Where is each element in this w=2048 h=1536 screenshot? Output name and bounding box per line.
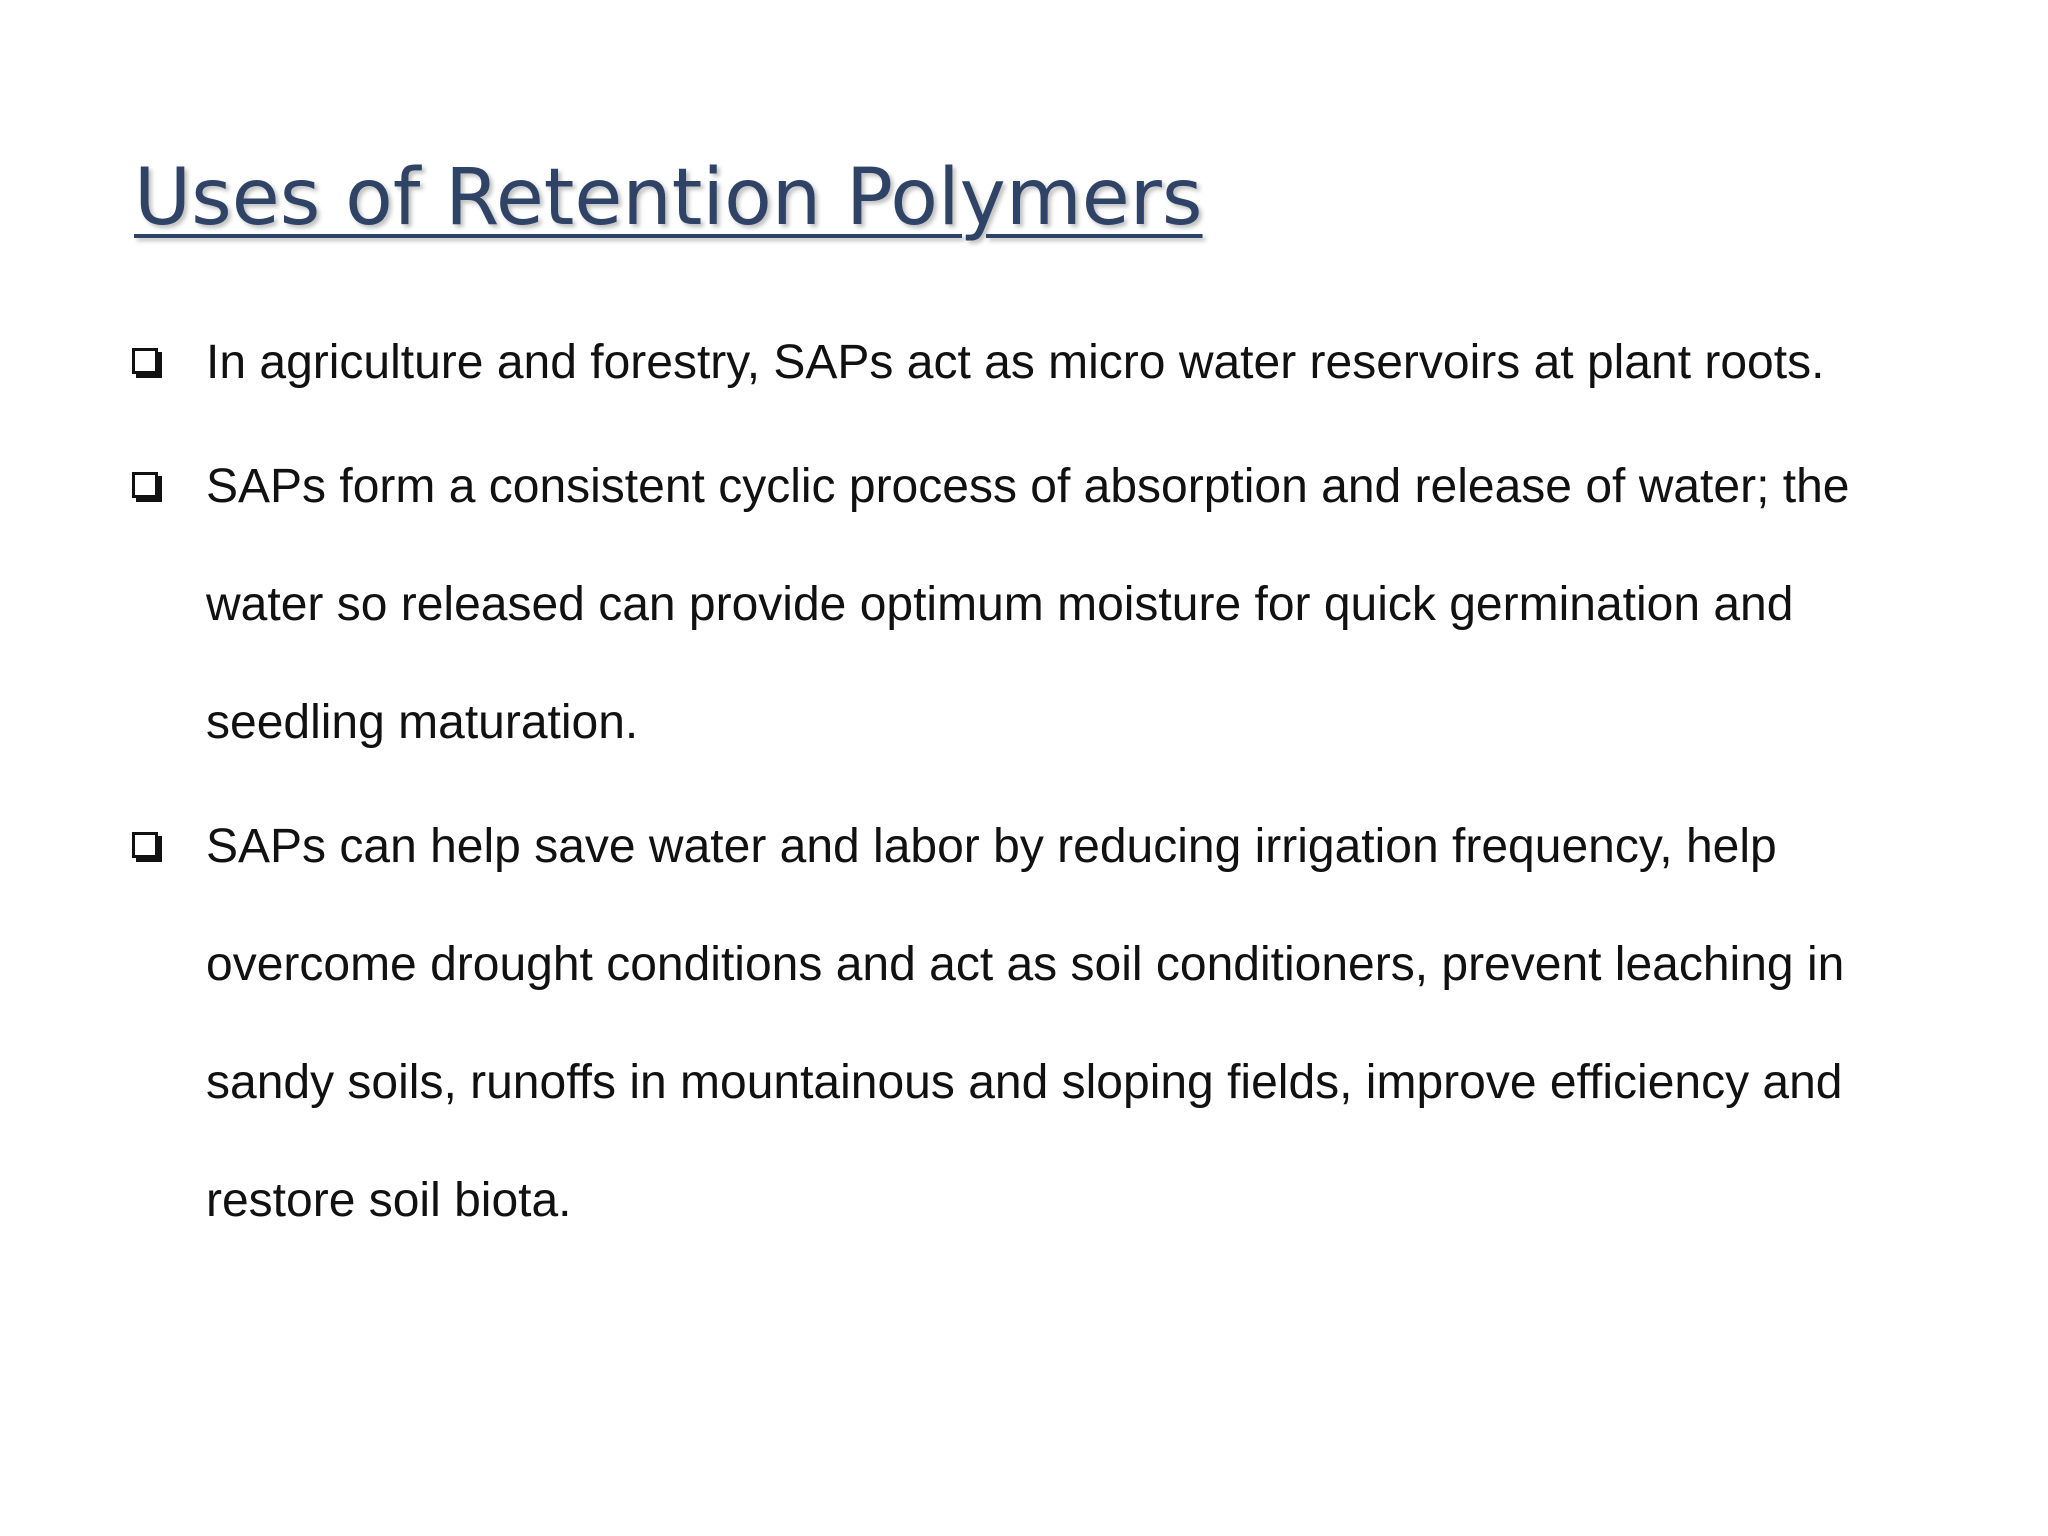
bullet-text: SAPs can help save water and labor by reducing irrigation frequency, help overcome drought conditions and act as soil conditioners, prevent leaching in sandy soils, runoffs in mountainous and sloping fields, improve efficiency and restore soil biota. [206,820,1845,1227]
bullet-list [132,310,1972,1272]
checkbox-icon [132,472,162,502]
bullet-text: SAPs form a consistent cyclic process of absorption and release of water; the water so released can provide optimum moisture for quick germination and seedling maturation. [206,460,1850,749]
bullet-item [132,794,1972,1260]
bullet-item [132,434,1972,782]
checkbox-icon [132,348,162,378]
checkbox-icon [132,832,162,862]
slide-title: Uses of Retention Polymers [134,153,1203,243]
bullet-text: In agriculture and forestry, SAPs act as micro water reservoirs at plant roots. [206,336,1825,389]
bullet-item [132,310,1972,422]
